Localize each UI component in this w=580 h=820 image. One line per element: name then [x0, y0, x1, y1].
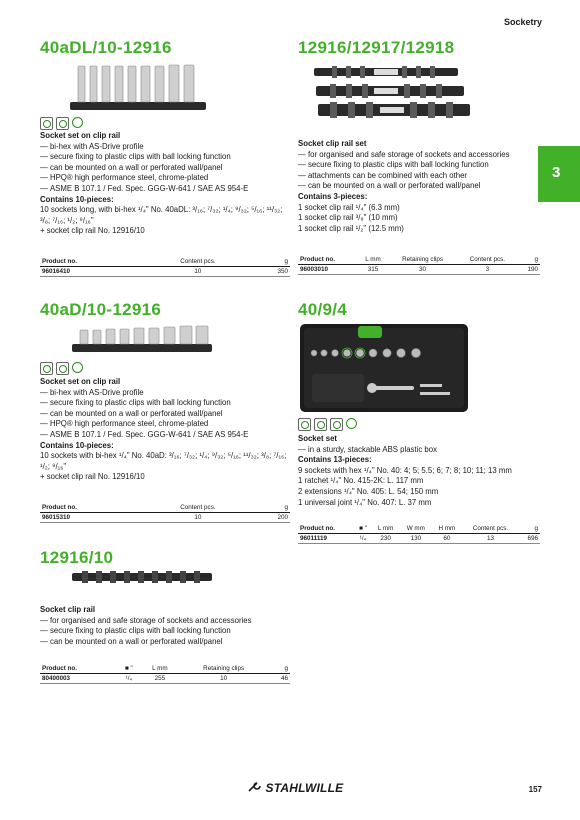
product-table — [40, 664, 290, 684]
bullet: — secure fixing to plastic clips with ball locking function — [298, 160, 548, 171]
page-number: 157 — [528, 785, 542, 794]
desc-heading: Socket clip rail — [40, 605, 96, 614]
col-header: Retaining clips — [179, 664, 268, 674]
as-drive-icon — [40, 117, 53, 130]
cell: 60 — [432, 534, 462, 544]
product-table — [40, 257, 290, 277]
bi-hex-icon — [56, 117, 69, 130]
product-no: 80400003 — [40, 674, 117, 684]
col-header: g — [268, 664, 290, 674]
contents-line: 10 sockets long, with bi-hex ¹/₄" No. 40aDL: ³/₁₆; ⁷/₃₂; ¹/₄; ⁹/₃₂; ⁵/₁₆; ¹¹/₃₂; — [40, 205, 283, 215]
product-table — [40, 503, 290, 523]
contents-line: 1 socket clip rail ³/₈" (10 mm) — [298, 213, 398, 223]
product-no: 96011119 — [298, 534, 354, 544]
product-title: 40aDL/10-12916 — [40, 38, 172, 57]
desc-heading: Socket set — [298, 434, 338, 443]
contents-line: 1 socket clip rail ¹/₂" (12.5 mm) — [298, 223, 404, 233]
product-description — [298, 434, 548, 508]
product-title: 12916/12917/12918 — [298, 38, 455, 57]
bullet: — for organised and safe storage of sockets and accessories — [40, 616, 290, 627]
cell: 190 — [518, 265, 540, 275]
cell: 30 — [388, 265, 457, 275]
contents-line: 1 universal joint ¹/₄" No. 407: L. 37 mm — [298, 497, 432, 507]
product-description — [298, 139, 548, 234]
product-image-socket-rail — [70, 322, 215, 356]
bullet: — can be mounted on a wall or perforated wall/panel — [298, 181, 548, 192]
section-title: Socketry — [503, 17, 542, 27]
col-header: g — [251, 503, 290, 513]
table-row — [40, 674, 290, 684]
bullet: — can be mounted on a wall or perforated wall/panel — [40, 163, 290, 174]
desc-heading: Socket set on clip rail — [40, 131, 121, 140]
desc-heading: Socket clip rail set — [298, 139, 367, 148]
contents-line: 1 socket clip rail ¹/₄" (6.3 mm) — [298, 202, 400, 212]
contents-line: 9 sockets with hex ¹/₄" No. 40: 4; 5; 5.5; 6; 7; 8; 10; 11; 13 mm — [298, 465, 512, 475]
product-no: 96016410 — [40, 267, 145, 277]
product-table — [298, 255, 540, 275]
ring-icon — [72, 117, 83, 128]
cell: 230 — [372, 534, 400, 544]
box-icon — [330, 418, 343, 431]
product-title: 40aD/10-12916 — [40, 300, 162, 319]
contents-line: + socket clip rail No. 12916/10 — [40, 472, 145, 482]
bullet: — bi-hex with AS-Drive profile — [40, 388, 290, 399]
col-header: Product no. — [40, 503, 145, 513]
bullet: — HPQ® high performance steel, chrome-plated — [40, 419, 290, 430]
col-header: W mm — [400, 524, 432, 534]
col-header: g — [251, 257, 290, 267]
cell: 350 — [251, 267, 290, 277]
table-row — [298, 265, 540, 275]
contains-heading: Contains 10-pieces: — [40, 194, 114, 204]
bi-hex-icon — [314, 418, 327, 431]
desc-heading: Socket set on clip rail — [40, 377, 121, 386]
contains-heading: Contains 10-pieces: — [40, 440, 114, 450]
col-header: ■ " — [354, 524, 371, 534]
col-header: Content pcs. — [462, 524, 519, 534]
feature-icons — [40, 117, 83, 130]
cell: 315 — [358, 265, 388, 275]
cell: ¹/₄ — [117, 674, 140, 684]
ring-icon — [72, 362, 83, 373]
ring-icon — [346, 418, 357, 429]
cell: 130 — [400, 534, 432, 544]
col-header: Product no. — [298, 524, 354, 534]
product-no: 96015310 — [40, 513, 145, 523]
bullet: — attachments can be combined with each other — [298, 171, 548, 182]
bullet: — for organised and safe storage of sockets and accessories — [298, 150, 548, 161]
chapter-number: 3 — [552, 164, 561, 181]
col-header: L mm — [358, 255, 388, 265]
contents-line: ³/₈; ⁷/₁₆; ¹/₂; ⁹/₁₆" — [40, 215, 94, 225]
product-image-socket-box — [300, 324, 470, 414]
col-header: Content pcs. — [145, 257, 251, 267]
cell: 10 — [179, 674, 268, 684]
bullet: — secure fixing to plastic clips with ball locking function — [40, 626, 290, 637]
col-header: H mm — [432, 524, 462, 534]
brand-logo — [248, 781, 343, 795]
product-table — [298, 524, 540, 544]
feature-icons — [298, 418, 357, 431]
cell: 46 — [268, 674, 290, 684]
contents-line: 2 extensions ¹/₄" No. 405: L. 54; 150 mm — [298, 486, 439, 496]
contents-line: ¹/₂; ⁹/₁₆" — [40, 461, 67, 471]
col-header: L mm — [141, 664, 180, 674]
col-header: g — [518, 255, 540, 265]
bullet: — can be mounted on a wall or perforated wall/panel — [40, 409, 290, 420]
cell: 10 — [145, 267, 251, 277]
product-no: 96003010 — [298, 265, 358, 275]
contents-line: 1 ratchet ¹/₄" No. 415-2K: L. 117 mm — [298, 476, 424, 486]
product-title: 40/9/4 — [298, 300, 348, 319]
cell: 696 — [519, 534, 540, 544]
feature-icons — [40, 362, 83, 375]
bi-hex-icon — [56, 362, 69, 375]
spanner-icon — [248, 781, 262, 793]
contents-line: 10 sockets with bi-hex ¹/₄" No. 40aD: ³/₁₆; ⁷/₃₂; ¹/₄; ⁹/₃₂; ⁵/₁₆; ¹¹/₃₂; ³/₈; ⁷/₁₆; — [40, 451, 287, 461]
col-header: Product no. — [298, 255, 358, 265]
product-description — [40, 131, 290, 237]
product-description — [40, 377, 290, 483]
product-image-clip-rail — [70, 570, 215, 584]
bullet: — secure fixing to plastic clips with ball locking function — [40, 398, 290, 409]
product-description — [40, 605, 290, 647]
as-drive-icon — [298, 418, 311, 431]
bullet: — can be mounted on a wall or perforated wall/panel — [40, 637, 290, 648]
cell: 255 — [141, 674, 180, 684]
col-header: Product no. — [40, 257, 145, 267]
contents-line: + socket clip rail No. 12916/10 — [40, 226, 145, 236]
product-image-clip-rail-set — [312, 64, 472, 120]
bullet: — ASME B 107.1 / Fed. Spec. GGG-W-641 / SAE AS 954-E — [40, 430, 290, 441]
cell: 10 — [145, 513, 251, 523]
contains-heading: Contains 13-pieces: — [298, 455, 372, 465]
col-header: Retaining clips — [388, 255, 457, 265]
bullet: — in a sturdy, stackable ABS plastic box — [298, 445, 548, 456]
cell: 13 — [462, 534, 519, 544]
col-header: L mm — [372, 524, 400, 534]
product-image-socket-rail-long — [68, 62, 208, 114]
col-header: Content pcs. — [457, 255, 518, 265]
table-row — [40, 267, 290, 277]
bullet: — secure fixing to plastic clips with ball locking function — [40, 152, 290, 163]
as-drive-icon — [40, 362, 53, 375]
bullet: — ASME B 107.1 / Fed. Spec. GGG-W-641 / SAE AS 954-E — [40, 184, 290, 195]
bullet: — bi-hex with AS-Drive profile — [40, 142, 290, 153]
table-row — [40, 513, 290, 523]
contains-heading: Contains 3-pieces: — [298, 191, 368, 201]
col-header: Content pcs. — [145, 503, 251, 513]
bullet: — HPQ® high performance steel, chrome-plated — [40, 173, 290, 184]
col-header: g — [519, 524, 540, 534]
product-title: 12916/10 — [40, 548, 114, 567]
brand-name: STAHLWILLE — [265, 781, 344, 795]
cell: ¹/₄ — [354, 534, 371, 544]
col-header: Product no. — [40, 664, 117, 674]
cell: 3 — [457, 265, 518, 275]
col-header: ■ " — [117, 664, 140, 674]
cell: 200 — [251, 513, 290, 523]
table-row — [298, 534, 540, 544]
